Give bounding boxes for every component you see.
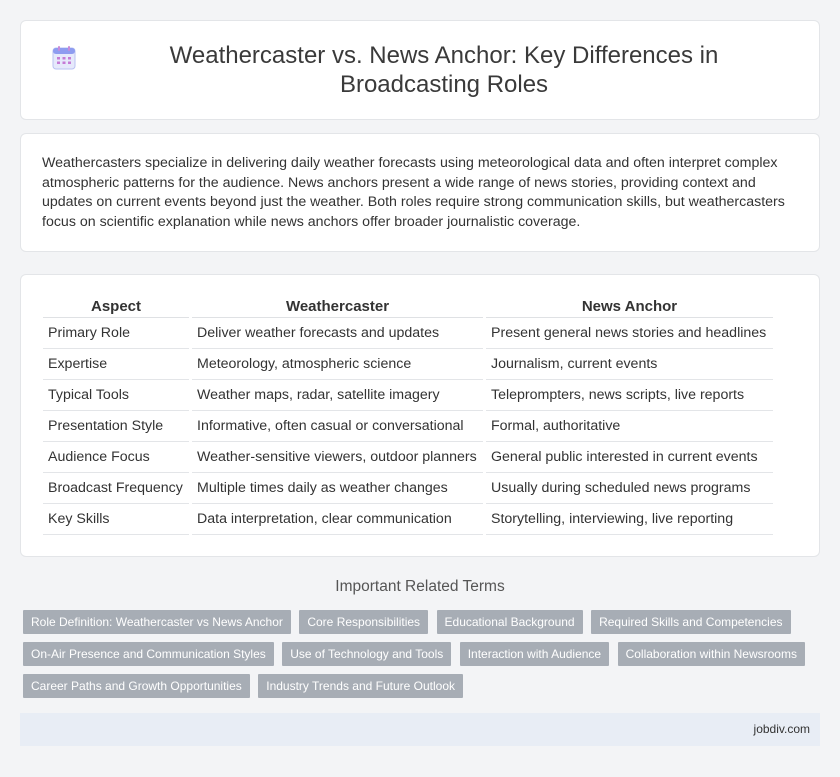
cell-aspect: Presentation Style <box>43 411 189 442</box>
cell-weathercaster: Weather-sensitive viewers, outdoor planners <box>192 442 483 473</box>
related-term-tag[interactable]: Educational Background <box>437 610 583 634</box>
column-header-aspect: Aspect <box>43 296 189 318</box>
cell-weathercaster: Deliver weather forecasts and updates <box>192 318 483 349</box>
related-term-tag[interactable]: Required Skills and Competencies <box>591 610 790 634</box>
cell-news-anchor: Storytelling, interviewing, live reporting <box>486 504 773 535</box>
related-term-tag[interactable]: Collaboration within Newsrooms <box>618 642 805 666</box>
table-header-row <box>43 296 773 318</box>
comparison-card <box>20 274 820 557</box>
header-inner <box>51 41 789 99</box>
cell-weathercaster: Multiple times daily as weather changes <box>192 473 483 504</box>
cell-weathercaster: Informative, often casual or conversational <box>192 411 483 442</box>
cell-news-anchor: Formal, authoritative <box>486 411 773 442</box>
cell-weathercaster: Data interpretation, clear communication <box>192 504 483 535</box>
column-header-news-anchor: News Anchor <box>486 296 773 318</box>
footer-site[interactable]: jobdiv.com <box>753 722 810 736</box>
footer <box>20 713 820 746</box>
cell-aspect: Expertise <box>43 349 189 380</box>
page-title: Weathercaster vs. News Anchor: Key Differences in Broadcasting Roles <box>169 42 719 98</box>
table-row <box>43 349 773 380</box>
cell-aspect: Broadcast Frequency <box>43 473 189 504</box>
related-term-tag[interactable]: On-Air Presence and Communication Styles <box>23 642 274 666</box>
related-terms-title: Important Related Terms <box>335 578 505 595</box>
cell-news-anchor: General public interested in current events <box>486 442 773 473</box>
cell-weathercaster: Meteorology, atmospheric science <box>192 349 483 380</box>
table-row <box>43 442 773 473</box>
table-row <box>43 318 773 349</box>
cell-news-anchor: Teleprompters, news scripts, live reports <box>486 380 773 411</box>
related-term-tag[interactable]: Industry Trends and Future Outlook <box>258 674 463 698</box>
related-term-tag[interactable]: Use of Technology and Tools <box>282 642 451 666</box>
table-body <box>43 318 773 535</box>
table-row <box>43 411 773 442</box>
cell-weathercaster: Weather maps, radar, satellite imagery <box>192 380 483 411</box>
calendar-icon <box>51 45 77 71</box>
cell-aspect: Typical Tools <box>43 380 189 411</box>
table-row <box>43 504 773 535</box>
cell-aspect: Primary Role <box>43 318 189 349</box>
cell-aspect: Key Skills <box>43 504 189 535</box>
cell-news-anchor: Journalism, current events <box>486 349 773 380</box>
column-header-weathercaster: Weathercaster <box>192 296 483 318</box>
related-term-tag[interactable]: Core Responsibilities <box>299 610 428 634</box>
table-row <box>43 473 773 504</box>
intro-text: Weathercasters specialize in delivering daily weather forecasts using meteorological data and often interpret complex atmospheric patterns for the audience. News anchors present a wide range of news stories, providing context and updates on current events beyond just the weather. Both roles require strong communication skills, but weathercasters focus on scientific explanation while news anchors offer broader journalistic coverage. <box>42 155 785 230</box>
header-card <box>20 20 820 120</box>
comparison-table <box>40 296 776 535</box>
related-term-tag[interactable]: Interaction with Audience <box>460 642 609 666</box>
cell-news-anchor: Present general news stories and headlines <box>486 318 773 349</box>
related-term-tag[interactable]: Role Definition: Weathercaster vs News Anchor <box>23 610 291 634</box>
cell-aspect: Audience Focus <box>43 442 189 473</box>
related-terms-list <box>23 610 823 706</box>
intro-card <box>20 133 820 252</box>
cell-news-anchor: Usually during scheduled news programs <box>486 473 773 504</box>
related-term-tag[interactable]: Career Paths and Growth Opportunities <box>23 674 250 698</box>
table-row <box>43 380 773 411</box>
